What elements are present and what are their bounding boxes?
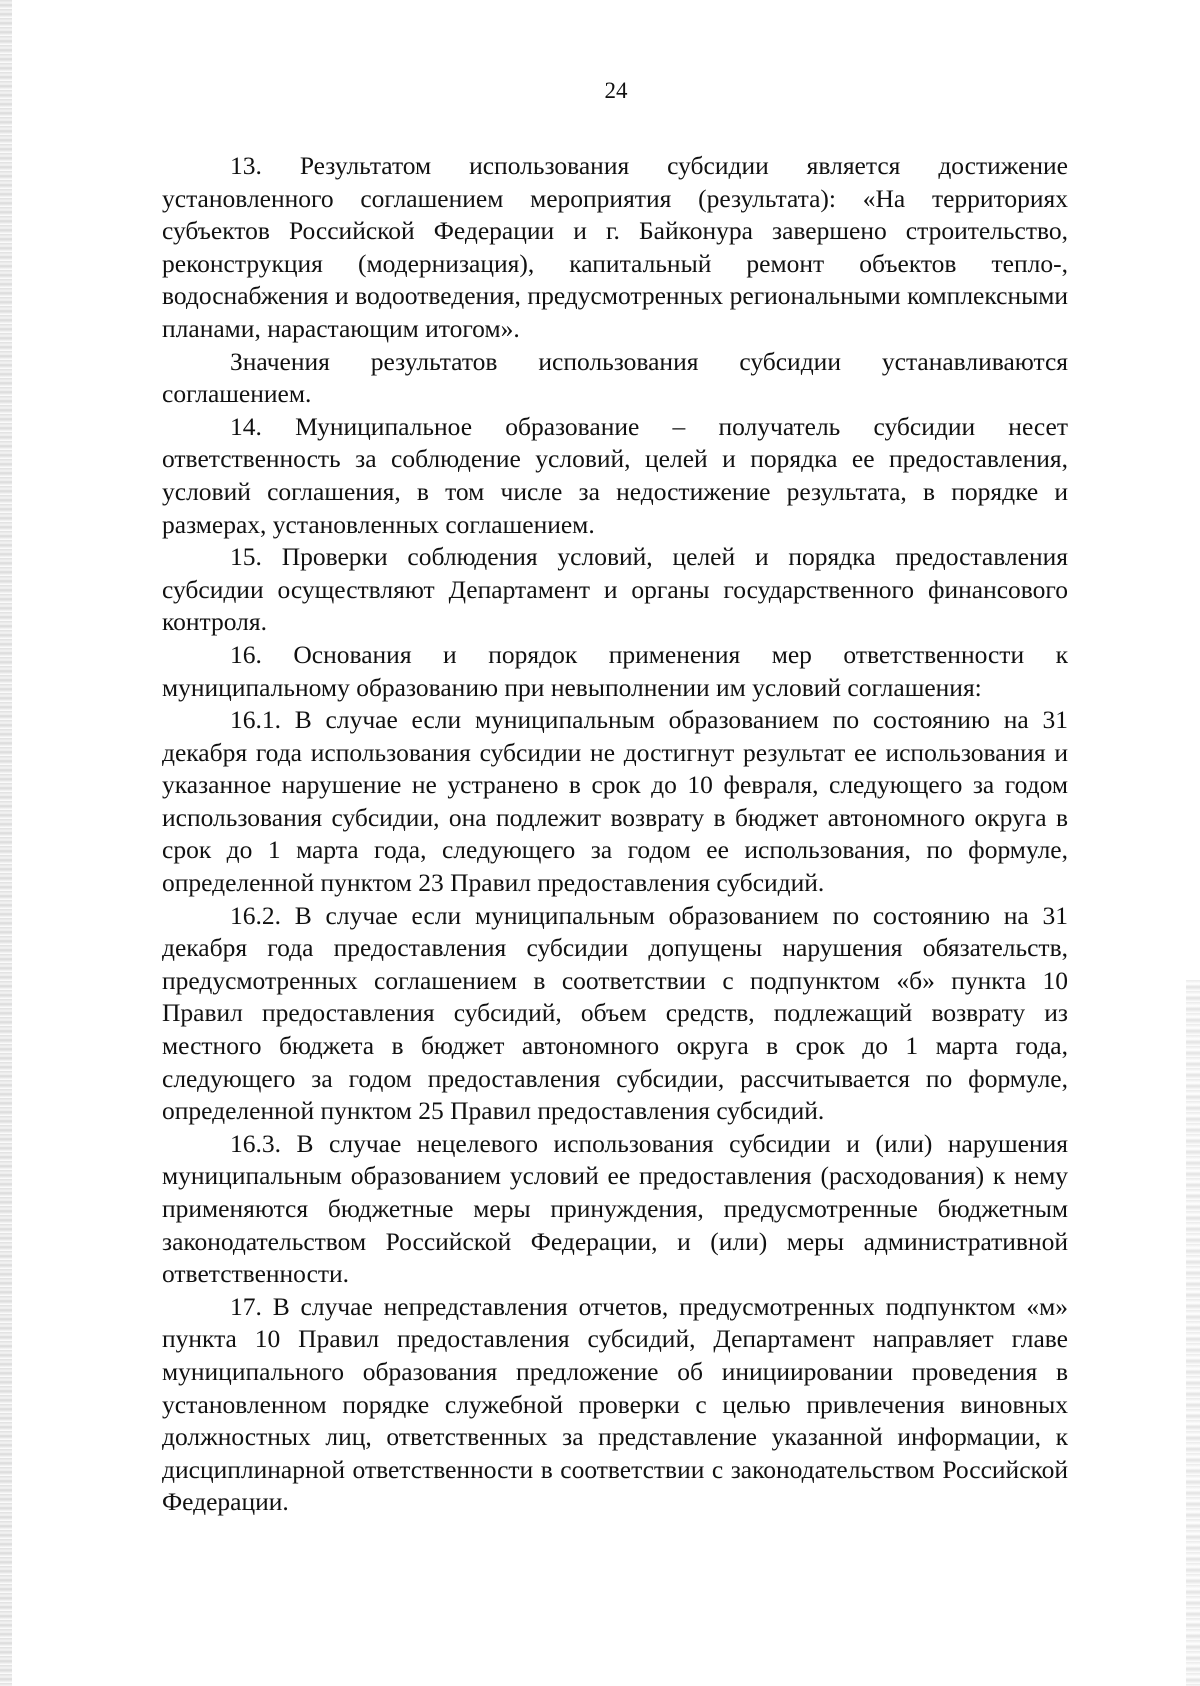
paragraph-16-1: 16.1. В случае если муниципальным образованием по состоянию на 31 декабря года использования субсидии не достигнут результат ее использования и указанное нарушение не устранено в срок до 10 февраля, следующего за годом использования субсидии, она подлежит возврату в бюджет автономного округа в срок до 1 марта года, следующего за годом ее использования, по формуле, определенной пунктом 23 Правил предоставления субсидий. <box>162 705 1068 898</box>
page-number: 24 <box>604 78 628 103</box>
paragraph-17: 17. В случае непредставления отчетов, предусмотренных подпунктом «м» пункта 10 Правил предоставления субсидий, Департамент направляет главе муниципального образования предложение об инициировании проведения в установленном порядке служебной проверки с целью привлечения виновных должностных лиц, ответственных за представление указанной информации, к дисциплинарной ответственности в соответствии с законодательством Российской Федерации. <box>162 1291 1068 1517</box>
document-body <box>162 150 1068 1519</box>
paragraph-13-values: Значения результатов использования субсидии устанавливаются соглашением. <box>162 346 1068 409</box>
paragraph-14: 14. Муниципальное образование – получатель субсидии несет ответственность за соблюдение условий, целей и порядка ее предоставления, условий соглашения, в том числе за недостижение результата, в порядке и размерах, установленных соглашением. <box>162 411 1068 539</box>
paragraph-16-3: 16.3. В случае нецелевого использования субсидии и (или) нарушения муниципальным образованием условий ее предоставления (расходования) к нему применяются бюджетные меры принуждения, предусмотренные бюджетным законодательством Российской Федерации, и (или) меры административной ответственности. <box>162 1128 1068 1289</box>
scan-edge-right <box>1186 980 1200 1686</box>
paragraph-16: 16. Основания и порядок применения мер ответственности к муниципальному образованию при невыполнении им условий соглашения: <box>162 639 1068 702</box>
paragraph-13: 13. Результатом использования субсидии является достижение установленного соглашением мероприятия (результата): «На территориях субъектов Российской Федерации и г. Байконура завершено строительство, реконструкция (модернизация), капитальный ремонт объектов тепло-, водоснабжения и водоотведения, предусмотренных региональными комплексными планами, нарастающим итогом». <box>162 151 1068 343</box>
scan-edge-left <box>0 0 12 1686</box>
paragraph-15: 15. Проверки соблюдения условий, целей и порядка предоставления субсидии осуществляют Департамент и органы государственного финансового контроля. <box>162 542 1068 637</box>
paragraph-16-2: 16.2. В случае если муниципальным образованием по состоянию на 31 декабря года предоставления субсидии допущены нарушения обязательств, предусмотренных соглашением в соответствии с подпунктом «б» пункта 10 Правил предоставления субсидий, объем средств, подлежащий возврату из местного бюджета в бюджет автономного округа в срок до 1 марта года, следующего за годом предоставления субсидии, рассчитывается по формуле, определенной пунктом 25 Правил предоставления субсидий. <box>162 900 1068 1126</box>
